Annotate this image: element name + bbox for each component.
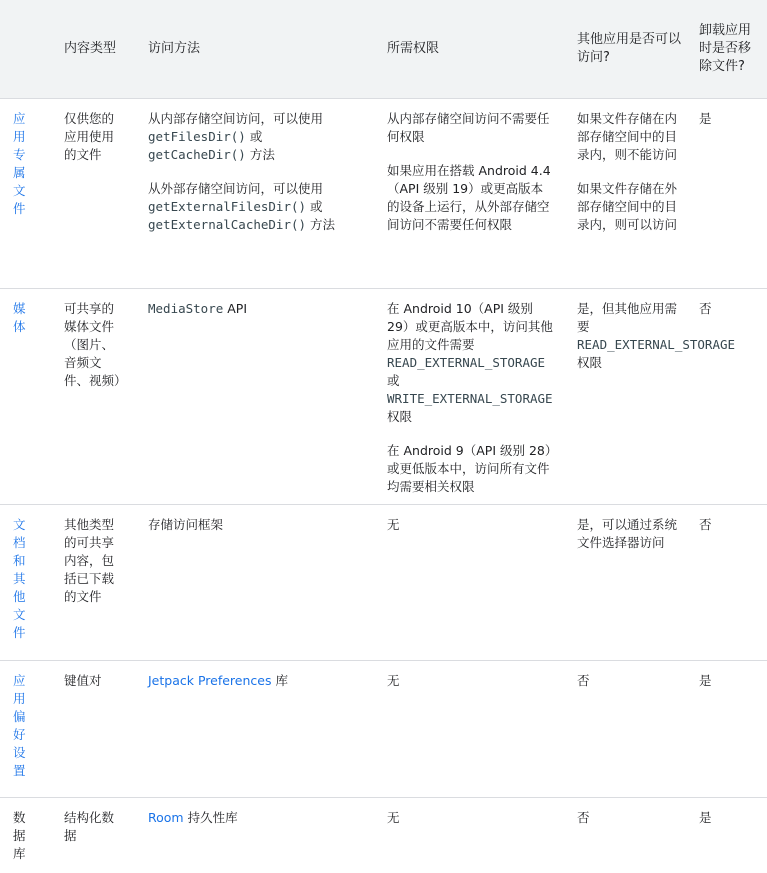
removed-cell: 否: [693, 505, 767, 661]
other-apps-cell: 如果文件存储在内部存储空间中的目录内，则不能访问 如果文件存储在外部存储空间中的目录内，则可以访问: [565, 99, 693, 289]
access-external: 从外部存储空间访问，可以使用 getExternalFilesDir() 或 getExternalCacheDir() 方法: [148, 180, 365, 234]
other-apps-cell: 是，但其他应用需要 READ_EXTERNAL_STORAGE 权限: [565, 289, 693, 505]
permissions-cell: 无: [375, 661, 565, 798]
removed-cell: 是: [693, 661, 767, 798]
code-mediastore: MediaStore: [148, 301, 223, 316]
content-type-cell: 其他类型的可共享内容，包括已下载的文件: [52, 505, 136, 661]
access-internal: 从内部存储空间访问，可以使用 getFilesDir() 或 getCacheDir() 方法: [148, 110, 365, 164]
code-getexternalcachedir: getExternalCacheDir(): [148, 217, 306, 232]
jetpack-preferences-link[interactable]: Jetpack Preferences: [148, 673, 271, 688]
table-row: [0, 798, 767, 873]
header-removed-on-uninstall: 卸载应用时是否移除文件?: [693, 0, 767, 99]
type-link-media[interactable]: 媒体: [13, 300, 29, 336]
type-link-documents[interactable]: 文档和其他文件: [13, 516, 29, 642]
content-type-cell: 键值对: [52, 661, 136, 798]
access-method-cell: 存储访问框架: [136, 505, 375, 661]
access-method-cell: Jetpack Preferences 库: [136, 661, 375, 798]
permissions-cell: 在 Android 10（API 级别 29）或更高版本中，访问其他应用的文件需要 READ_EXTERNAL_STORAGE 或 WRITE_EXTERNAL_STORAGE 权限 在 Android 9（API 级别 28）或更低版本中，访问所有文件均需要相关权限: [375, 289, 565, 505]
type-link-app-specific[interactable]: 应用专属文件: [13, 110, 29, 218]
content-type-cell: 结构化数据: [52, 798, 136, 873]
table-row: [0, 289, 767, 505]
code-getcachedir: getCacheDir(): [148, 147, 246, 162]
permissions-cell: 从内部存储空间访问不需要任何权限 如果应用在搭载 Android 4.4（API 级别 19）或更高版本的设备上运行，从外部存储空间访问不需要任何权限: [375, 99, 565, 289]
code-getexternalfilesdir: getExternalFilesDir(): [148, 199, 306, 214]
permissions-cell: 无: [375, 505, 565, 661]
removed-cell: 是: [693, 798, 767, 873]
header-access-method: 访问方法: [136, 0, 375, 99]
table-row: [0, 99, 767, 289]
header-content-type: 内容类型: [52, 0, 136, 99]
permissions-cell: 无: [375, 798, 565, 873]
code-write-external-storage: WRITE_EXTERNAL_STORAGE: [387, 391, 553, 406]
code-read-external-storage: READ_EXTERNAL_STORAGE: [577, 337, 735, 352]
table-row: [0, 661, 767, 798]
access-method-cell: [136, 99, 375, 289]
table-header: [0, 0, 767, 99]
header-other-apps: 其他应用是否可以访问?: [565, 0, 693, 99]
code-read-external-storage: READ_EXTERNAL_STORAGE: [387, 355, 545, 370]
header-row: [0, 0, 767, 99]
access-method-cell: MediaStore API: [136, 289, 375, 505]
other-apps-cell: 否: [565, 798, 693, 873]
header-permissions: 所需权限: [375, 0, 565, 99]
removed-cell: 是: [693, 99, 767, 289]
access-method-cell: Room 持久性库: [136, 798, 375, 873]
other-apps-cell: 否: [565, 661, 693, 798]
code-getfilesdir: getFilesDir(): [148, 129, 246, 144]
content-type-cell: 可共享的媒体文件（图片、音频文件、视频）: [52, 289, 136, 505]
type-label-database: 数据库: [13, 809, 29, 863]
table-row: [0, 505, 767, 661]
other-apps-cell: 是，可以通过系统文件选择器访问: [565, 505, 693, 661]
content-type-cell: 仅供您的应用使用的文件: [52, 99, 136, 289]
removed-cell: 否: [693, 289, 767, 505]
type-link-preferences[interactable]: 应用偏好设置: [13, 672, 29, 780]
header-type: [0, 0, 52, 99]
room-link[interactable]: Room: [148, 810, 184, 825]
